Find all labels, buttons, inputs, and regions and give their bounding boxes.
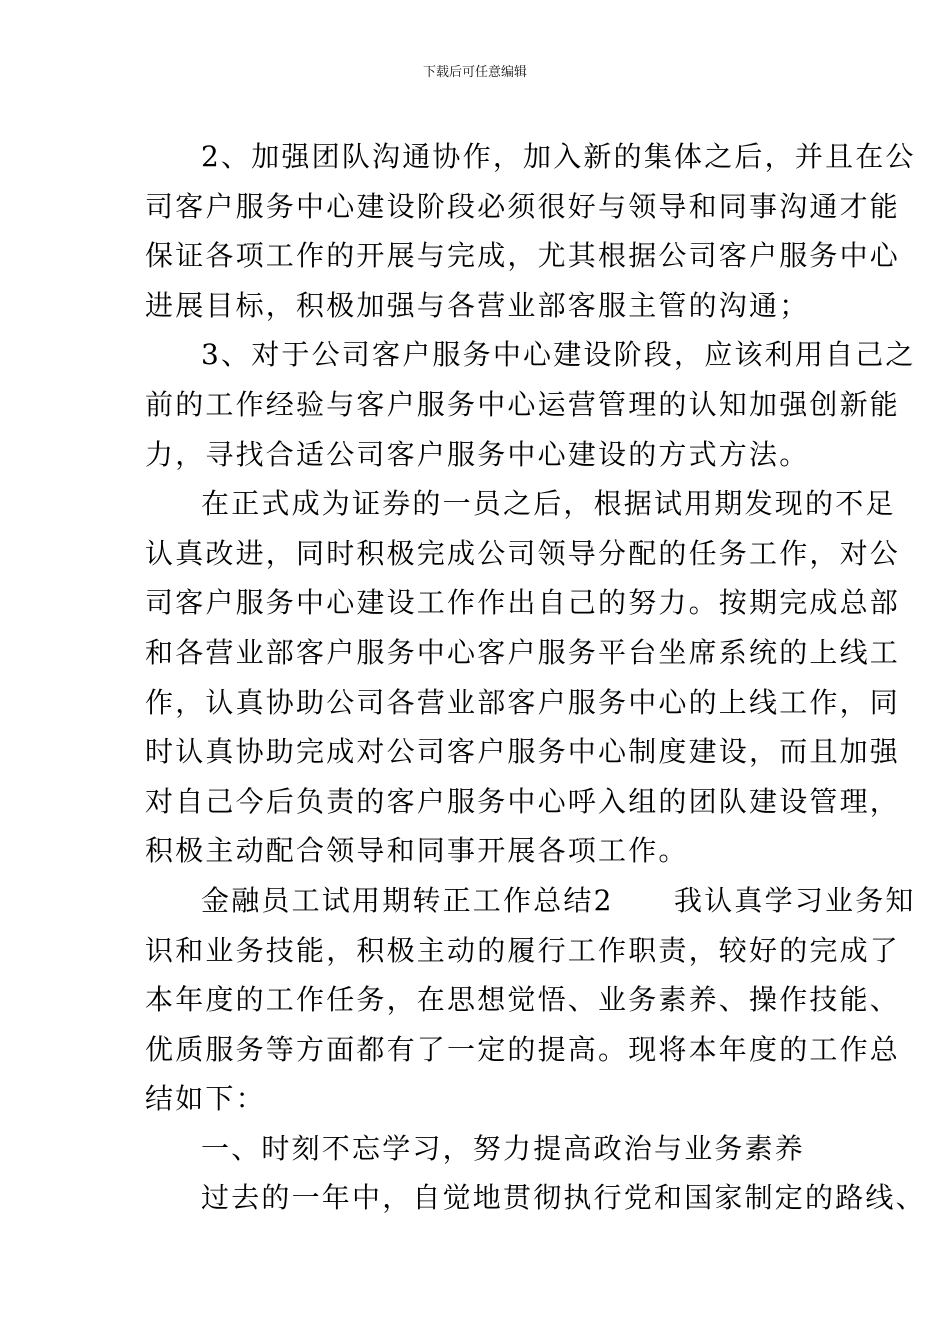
text-line: 积极主动配合领导和同事开展各项工作。 xyxy=(145,834,689,868)
text-line: 前的工作经验与客户服务中心运营管理的认知加强创新能 xyxy=(145,387,901,421)
text-line: 保证各项工作的开展与完成，尤其根据公司客户服务中心 xyxy=(145,239,901,273)
paragraph-after-probation xyxy=(145,479,901,876)
paragraph-innovation xyxy=(145,330,916,479)
text-line: 优质服务等方面都有了一定的提高。现将本年度的工作总 xyxy=(145,1032,901,1066)
text-line: 司客户服务中心建设阶段必须很好与领导和同事沟通才能 xyxy=(145,189,901,223)
section-heading-learning xyxy=(145,1124,845,1174)
page-header: 下载后可任意编辑 xyxy=(422,65,527,80)
text-line: 金融员工试用期转正工作总结2 我认真学习业务知 xyxy=(201,883,916,917)
paragraph-teamwork xyxy=(145,132,916,330)
text-line: 力，寻找合适公司客户服务中心建设的方式方法。 xyxy=(145,437,810,471)
text-line: 结如下： xyxy=(145,1082,266,1116)
text-line: 司客户服务中心建设工作作出自己的努力。按期完成总部 xyxy=(145,586,901,620)
paragraph-past-year xyxy=(145,1173,926,1223)
text-line: 在正式成为证券的一员之后，根据试用期发现的不足 xyxy=(201,487,896,521)
text-line: 时认真协助完成对公司客户服务中心制度建设，而且加强 xyxy=(145,735,901,769)
text-line: 3、对于公司客户服务中心建设阶段，应该利用自己之 xyxy=(201,338,916,372)
document-body xyxy=(145,132,926,1223)
text-line: 和各营业部客户服务中心客户服务平台坐席系统的上线工 xyxy=(145,635,901,669)
text-line: 本年度的工作任务，在思想觉悟、业务素养、操作技能、 xyxy=(145,983,901,1017)
text-line: 过去的一年中，自觉地贯彻执行党和国家制定的路线、 xyxy=(201,1181,926,1215)
text-line: 进展目标，积极加强与各营业部客服主管的沟通； xyxy=(145,288,810,322)
text-line: 对自己今后负责的客户服务中心呼入组的团队建设管理， xyxy=(145,784,901,818)
text-line: 2、加强团队沟通协作，加入新的集体之后，并且在公 xyxy=(201,140,916,173)
text-line: 识和业务技能，积极主动的履行工作职责，较好的完成了 xyxy=(145,933,901,967)
text-line: 一、时刻不忘学习，努力提高政治与业务素养 xyxy=(201,1131,806,1165)
text-line: 作，认真协助公司各营业部客户服务中心的上线工作，同 xyxy=(145,685,901,719)
paragraph-summary-2 xyxy=(145,876,916,1124)
text-line: 认真改进，同时积极完成公司领导分配的任务工作，对公 xyxy=(145,536,901,570)
